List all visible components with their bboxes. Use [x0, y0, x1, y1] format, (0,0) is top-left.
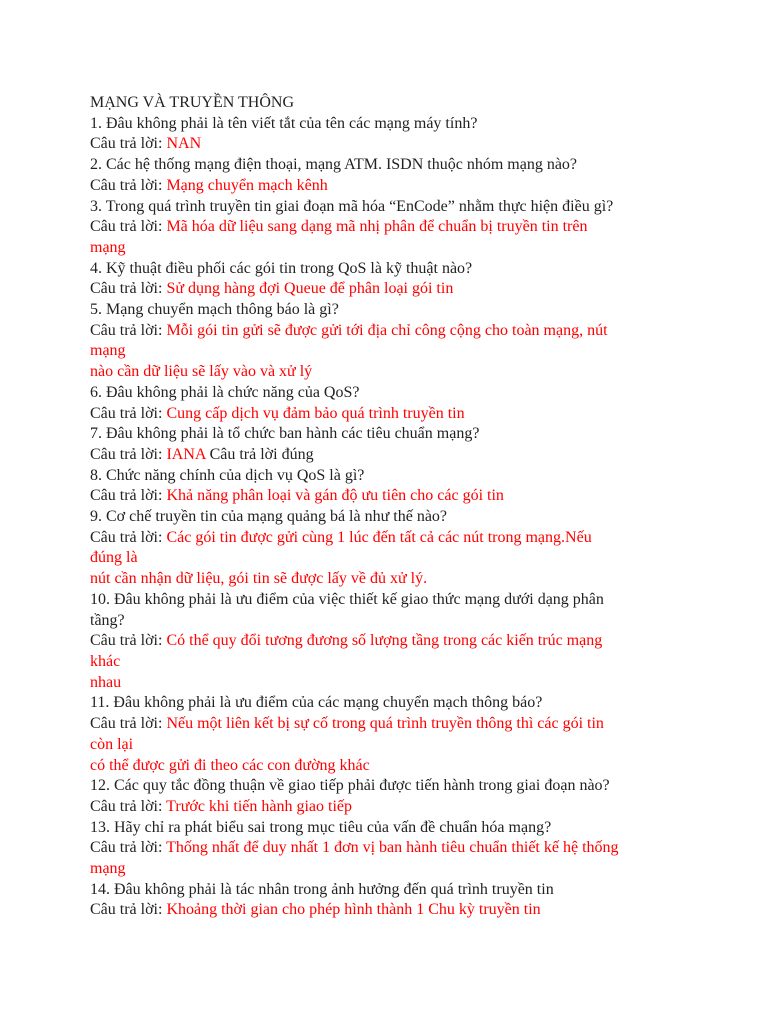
answer-text: Thống nhất để duy nhất 1 đơn vị ban hành tiêu chuẩn thiết kế hệ thống: [166, 839, 619, 857]
answer-row: [90, 445, 680, 466]
answer-row: [90, 900, 680, 921]
answer-row: [90, 631, 680, 652]
document-body: [90, 93, 680, 921]
question-text: 3. Trong quá trình truyền tin giai đoạn mã hóa “EnCode” nhằm thực hiện điều gì?: [90, 197, 614, 215]
answer-row: [90, 321, 680, 342]
answer-text: Mã hóa dữ liệu sang dạng mã nhị phân để chuẩn bị truyền tin trên: [166, 218, 588, 236]
question-text: 11. Đâu không phải là ưu điểm của các mạng chuyển mạch thông báo?: [90, 694, 543, 712]
answer-prefix: Câu trả lời:: [90, 445, 167, 463]
answer-text: Có thể quy đổi tương đương số lượng tầng trong các kiến trúc mạng: [166, 632, 603, 650]
answer-prefix: Câu trả lời:: [90, 715, 167, 733]
question-text: 10. Đâu không phải là ưu điểm của việc thiết kế giao thức mạng dưới dạng phân: [90, 590, 604, 608]
answer-continuation: [90, 341, 680, 362]
question-text: 5. Mạng chuyển mạch thông báo là gì?: [90, 301, 339, 319]
answer-row: [90, 404, 680, 425]
answer-row: [90, 134, 680, 155]
answer-prefix: Câu trả lời:: [90, 280, 167, 298]
answer-text: mạng: [90, 238, 126, 256]
answer-text: Mỗi gói tin gửi sẽ được gửi tới địa chỉ công cộng cho toàn mạng, nút: [166, 321, 608, 339]
answer-prefix: Câu trả lời:: [90, 632, 167, 650]
question-text: 7. Đâu không phải là tổ chức ban hành các tiêu chuẩn mạng?: [90, 425, 480, 443]
answer-continuation: [90, 238, 680, 259]
question-text: 14. Đâu không phải là tác nhân trong ảnh hưởng đến quá trình truyền tin: [90, 880, 554, 898]
answer-row: [90, 528, 680, 549]
answer-row: [90, 797, 680, 818]
answer-text: Các gói tin được gửi cùng 1 lúc đến tất cả các nút trong mạng.Nếu: [166, 528, 592, 546]
answer-prefix: Câu trả lời:: [90, 797, 167, 815]
question-text: 13. Hãy chỉ ra phát biểu sai trong mục tiêu của vấn đề chuẩn hóa mạng?: [90, 818, 552, 836]
question-text: tầng?: [90, 611, 125, 629]
question-text: 2. Các hệ thống mạng điện thoại, mạng ATM. ISDN thuộc nhóm mạng nào?: [90, 156, 578, 174]
answer-row: [90, 714, 680, 735]
answer-text: Sử dụng hàng đợi Queue để phân loại gói tin: [166, 280, 454, 298]
answer-text: đúng là: [90, 549, 138, 567]
answer-text: có thể được gửi đi theo các con đường khác: [90, 756, 370, 774]
answer-prefix: Câu trả lời:: [90, 135, 167, 153]
answer-row: [90, 838, 680, 859]
answer-continuation: [90, 859, 680, 880]
answer-text: mạng: [90, 342, 126, 360]
answer-text: Trước khi tiến hành giao tiếp: [166, 797, 353, 815]
answer-text: Khoảng thời gian cho phép hình thành 1 Chu kỳ truyền tin: [166, 901, 541, 919]
answer-prefix: Câu trả lời:: [90, 839, 167, 857]
answer-prefix: Câu trả lời:: [90, 176, 167, 194]
answer-text: khác: [90, 652, 121, 670]
answer-text: NAN: [166, 135, 202, 153]
answer-continuation: [90, 673, 680, 694]
answer-prefix: Câu trả lời:: [90, 321, 167, 339]
answer-prefix: Câu trả lời:: [90, 901, 167, 919]
answer-text: còn lại: [90, 735, 134, 753]
question-text: 9. Cơ chế truyền tin của mạng quảng bá là như thế nào?: [90, 508, 448, 526]
answer-text: Nếu một liên kết bị sự cố trong quá trình truyền thông thì các gói tin: [166, 715, 604, 733]
answer-text: nào cần dữ liệu sẽ lấy vào và xử lý: [90, 363, 313, 381]
question-text: 8. Chức năng chính của dịch vụ QoS là gì?: [90, 466, 365, 484]
answer-row: [90, 176, 680, 197]
answer-prefix: Câu trả lời:: [90, 487, 167, 505]
answer-continuation: [90, 569, 680, 590]
answer-continuation: [90, 548, 680, 569]
question-text: 4. Kỹ thuật điều phối các gói tin trong QoS là kỹ thuật nào?: [90, 259, 473, 277]
answer-text: nút cần nhận dữ liệu, gói tin sẽ được lấy về đủ xử lý.: [90, 570, 428, 588]
question-text: 12. Các quy tắc đồng thuận về giao tiếp phải được tiến hành trong giai đoạn nào?: [90, 777, 610, 795]
answer-text: IANA: [166, 445, 206, 463]
answer-row: [90, 279, 680, 300]
qa-list: [90, 114, 680, 921]
answer-row: [90, 217, 680, 238]
answer-text: Khả năng phân loại và gán độ ưu tiên cho các gói tin: [166, 487, 504, 505]
answer-continuation: [90, 756, 680, 777]
answer-text: Mạng chuyển mạch kênh: [166, 176, 328, 194]
answer-prefix: Câu trả lời:: [90, 218, 167, 236]
answer-continuation: [90, 652, 680, 673]
document-title: MẠNG VÀ TRUYỀN THÔNG: [90, 94, 295, 111]
answer-prefix: Câu trả lời:: [90, 404, 167, 422]
answer-text: nhau: [90, 673, 122, 691]
answer-note: Câu trả lời đúng: [205, 445, 314, 463]
answer-prefix: Câu trả lời:: [90, 528, 167, 546]
answer-continuation: [90, 735, 680, 756]
answer-text: mạng: [90, 860, 126, 878]
answer-text: Cung cấp dịch vụ đảm bảo quá trình truyền tin: [166, 404, 465, 422]
answer-row: [90, 486, 680, 507]
question-text: 6. Đâu không phải là chức năng của QoS?: [90, 383, 360, 401]
answer-continuation: [90, 362, 680, 383]
question-text: 1. Đâu không phải là tên viết tắt của tên các mạng máy tính?: [90, 114, 478, 132]
